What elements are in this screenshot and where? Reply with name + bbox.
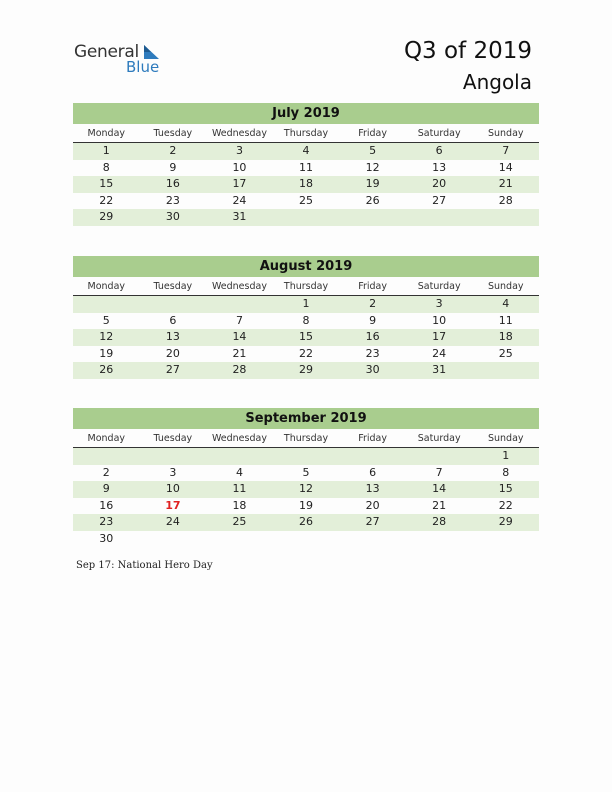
day-cell: 16 (365, 330, 380, 343)
day-cell: 30 (99, 531, 114, 545)
weekday-label: Tuesday (153, 281, 193, 292)
day-cell: 3 (235, 144, 243, 157)
day-cell: 23 (365, 346, 380, 360)
logo-general-text: General (74, 42, 139, 62)
day-cell: 6 (435, 144, 443, 157)
week-row (73, 448, 539, 465)
day-cell: 20 (365, 498, 380, 512)
day-cell: 18 (232, 498, 247, 512)
day-cell: 10 (232, 160, 247, 174)
day-cell (339, 448, 406, 465)
day-cell (472, 362, 539, 379)
week-row (73, 329, 539, 346)
day-cell: 24 (165, 515, 180, 528)
holiday-day-cell: 17 (165, 498, 181, 512)
day-cell: 1 (302, 297, 310, 310)
day-cell: 26 (99, 363, 114, 376)
day-cell: 11 (232, 482, 247, 495)
day-cell: 10 (432, 313, 447, 327)
day-cell: 1 (102, 144, 110, 157)
day-cell: 14 (432, 482, 447, 495)
day-cell: 28 (498, 193, 513, 207)
weekday-label: Friday (358, 281, 387, 292)
weekday-label: Wednesday (211, 433, 267, 444)
week-row (73, 481, 539, 498)
logo (74, 42, 174, 78)
day-cell: 31 (232, 210, 247, 223)
month-calendar (73, 103, 539, 226)
month-header: July 2019 (73, 103, 539, 124)
day-cell (472, 209, 539, 226)
weekday-label: Monday (87, 281, 126, 292)
day-cell: 20 (165, 346, 180, 360)
month-calendar (73, 256, 539, 379)
week-row (73, 313, 539, 330)
day-cell: 11 (299, 160, 314, 174)
weekday-label: Thursday (283, 281, 329, 292)
day-cell: 2 (169, 144, 177, 157)
day-cell: 29 (498, 515, 513, 528)
day-cell (140, 531, 207, 548)
day-cell: 25 (299, 193, 314, 207)
month-header: September 2019 (73, 408, 539, 429)
day-cell (206, 296, 273, 313)
day-cell: 19 (99, 346, 114, 360)
weekday-label: Thursday (283, 433, 329, 444)
day-cell: 13 (365, 482, 380, 495)
weekday-label: Monday (87, 433, 126, 444)
week-row (73, 346, 539, 363)
page-title: Q3 of 2019 (403, 38, 532, 64)
month-header: August 2019 (73, 256, 539, 277)
week-row (73, 514, 539, 531)
day-cell: 31 (432, 363, 447, 376)
day-cell: 2 (102, 465, 110, 479)
day-cell: 1 (502, 449, 510, 462)
day-cell: 14 (498, 160, 513, 174)
day-cell: 12 (99, 330, 114, 343)
week-row (73, 176, 539, 193)
day-cell: 27 (365, 515, 380, 528)
day-cell: 25 (232, 515, 247, 528)
day-cell: 13 (165, 330, 180, 343)
day-cell (472, 531, 539, 548)
day-cell: 13 (432, 160, 447, 174)
weekday-header-row (73, 431, 539, 448)
day-cell: 7 (502, 144, 510, 157)
day-cell (73, 448, 140, 465)
day-cell: 24 (432, 346, 447, 360)
day-cell: 14 (232, 330, 247, 343)
day-cell: 25 (498, 346, 513, 360)
day-cell: 7 (235, 313, 243, 327)
day-cell: 9 (369, 313, 377, 327)
day-cell: 21 (232, 346, 247, 360)
day-cell: 22 (299, 346, 314, 360)
day-cell: 22 (99, 193, 114, 207)
day-cell: 28 (432, 515, 447, 528)
day-cell (206, 448, 273, 465)
day-cell: 10 (165, 482, 180, 495)
day-cell: 24 (232, 193, 247, 207)
day-cell: 29 (99, 210, 114, 223)
day-cell: 15 (299, 330, 314, 343)
day-cell: 6 (369, 465, 377, 479)
week-row (73, 193, 539, 210)
day-cell: 9 (102, 482, 110, 495)
day-cell: 17 (432, 330, 447, 343)
day-cell: 27 (432, 193, 447, 207)
week-row (73, 531, 539, 548)
day-cell: 5 (102, 313, 110, 327)
day-cell: 27 (165, 363, 180, 376)
day-cell: 5 (302, 465, 310, 479)
weekday-label: Saturday (417, 433, 461, 444)
day-cell (339, 531, 406, 548)
day-cell: 22 (498, 498, 513, 512)
day-cell: 8 (302, 313, 310, 327)
week-row (73, 498, 539, 515)
day-cell: 4 (302, 144, 310, 157)
day-cell: 4 (235, 465, 243, 479)
day-cell: 30 (165, 210, 180, 223)
day-cell: 7 (435, 465, 443, 479)
day-cell: 19 (299, 498, 314, 512)
day-cell: 2 (369, 297, 377, 310)
day-cell (406, 531, 473, 548)
weekday-label: Saturday (417, 128, 461, 139)
weekday-label: Monday (87, 128, 126, 139)
week-row (73, 362, 539, 379)
weekday-label: Sunday (487, 128, 524, 139)
weekday-header-row (73, 126, 539, 143)
weekday-label: Sunday (487, 281, 524, 292)
day-cell: 29 (299, 363, 314, 376)
day-cell (339, 209, 406, 226)
day-cell: 16 (165, 177, 180, 190)
day-cell (273, 531, 340, 548)
day-cell: 23 (165, 193, 180, 207)
day-cell (206, 531, 273, 548)
day-cell (406, 209, 473, 226)
week-row (73, 143, 539, 160)
weekday-label: Friday (358, 128, 387, 139)
day-cell (140, 296, 207, 313)
day-cell: 18 (299, 177, 314, 190)
day-cell: 19 (365, 177, 380, 190)
weekday-label: Thursday (283, 128, 329, 139)
weekday-label: Wednesday (211, 281, 267, 292)
day-cell: 3 (435, 297, 443, 310)
weekday-header-row (73, 279, 539, 296)
day-cell: 15 (498, 482, 513, 495)
weekday-label: Tuesday (153, 433, 193, 444)
day-cell: 23 (99, 515, 114, 528)
day-cell (273, 209, 340, 226)
day-cell: 5 (369, 144, 377, 157)
day-cell (140, 448, 207, 465)
day-cell: 21 (498, 177, 513, 190)
day-cell: 8 (502, 465, 510, 479)
week-row (73, 160, 539, 177)
logo-blue-text: Blue (126, 58, 160, 76)
holiday-note: Sep 17: National Hero Day (76, 560, 213, 571)
day-cell: 26 (365, 193, 380, 207)
weekday-label: Wednesday (211, 128, 267, 139)
day-cell: 20 (432, 177, 447, 190)
day-cell: 17 (232, 177, 247, 190)
day-cell: 12 (365, 160, 380, 174)
day-cell (273, 448, 340, 465)
day-cell: 6 (169, 313, 177, 327)
day-cell (73, 296, 140, 313)
day-cell: 18 (498, 330, 513, 343)
day-cell: 3 (169, 465, 177, 479)
weekday-label: Friday (358, 433, 387, 444)
weekday-label: Saturday (417, 281, 461, 292)
week-row (73, 296, 539, 313)
weekday-label: Sunday (487, 433, 524, 444)
month-calendar (73, 408, 539, 547)
day-cell: 28 (232, 363, 247, 376)
day-cell: 26 (299, 515, 314, 528)
day-cell: 12 (299, 482, 314, 495)
day-cell: 15 (99, 177, 114, 190)
day-cell: 11 (498, 313, 513, 327)
day-cell: 30 (365, 363, 380, 376)
week-row (73, 209, 539, 226)
day-cell: 9 (169, 160, 177, 174)
week-row (73, 465, 539, 482)
day-cell: 8 (102, 160, 110, 174)
day-cell: 21 (432, 498, 447, 512)
country-name: Angola (462, 70, 532, 94)
weekday-label: Tuesday (153, 128, 193, 139)
day-cell (406, 448, 473, 465)
day-cell: 16 (99, 498, 114, 512)
day-cell: 4 (502, 297, 510, 310)
